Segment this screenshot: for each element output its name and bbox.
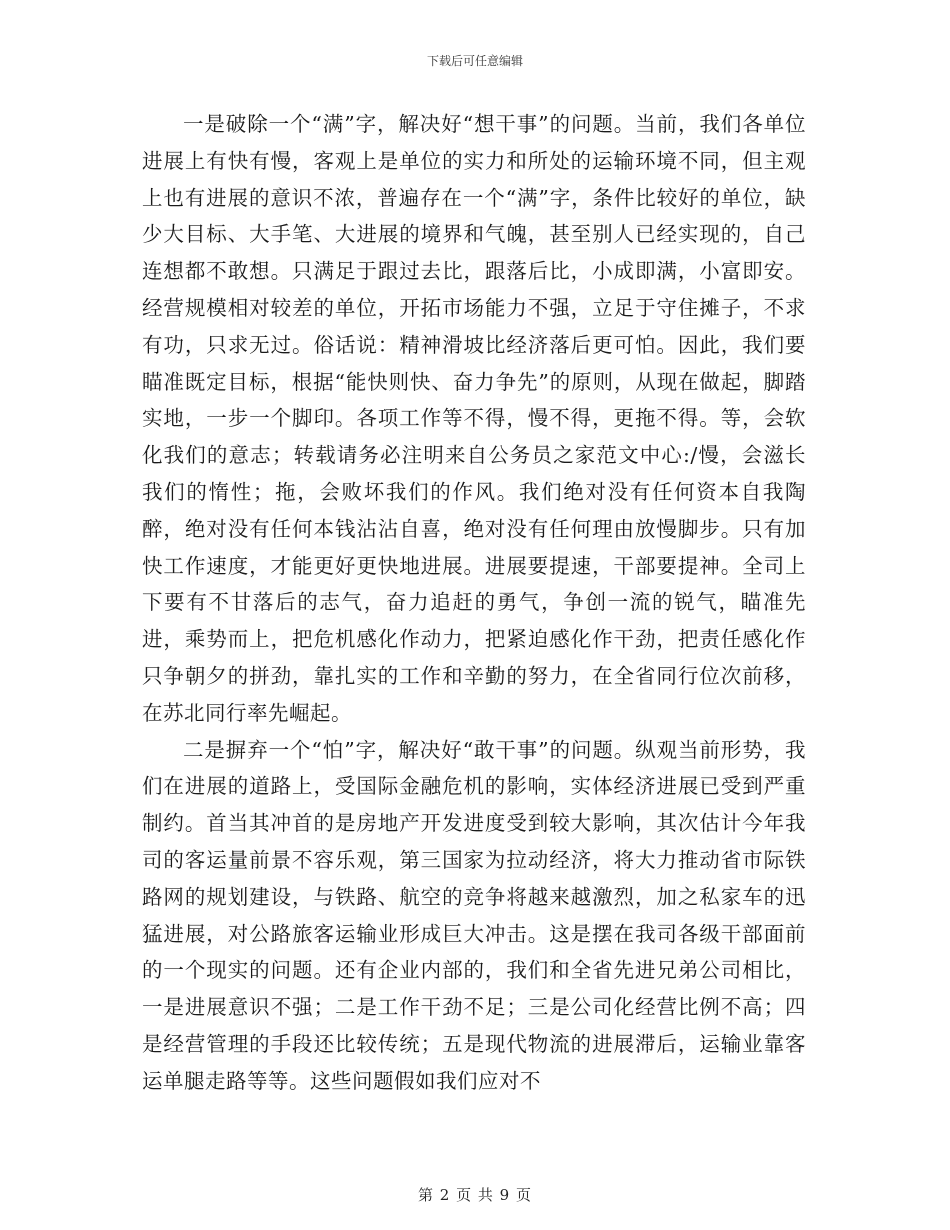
page-header-note: 下载后可任意编辑 [426, 54, 523, 68]
document-body [142, 106, 806, 1100]
paragraph-1: 一是破除一个“满”字，解决好“想干事”的问题。当前，我们各单位进展上有快有慢，客观上是单位的实力和所处的运输环境不同，但主观上也有进展的意识不浓，普遍存在一个“满”字，条件比较好的单位，缺少大目标、大手笔、大进展的境界和气魄，甚至别人已经实现的，自己连想都不敢想。只满足于跟过去比，跟落后比，小成即满，小富即安。经营规模相对较差的单位，开拓市场能力不强，立足于守住摊子，不求有功，只求无过。俗话说：精神滑坡比经济落后更可怕。因此，我们要瞄准既定目标，根据“能快则快、奋力争先”的原则，从现在做起，脚踏实地，一步一个脚印。各项工作等不得，慢不得，更拖不得。等，会软化我们的意志；转载请务必注明来自公务员之家范文中心:/慢，会滋长我们的惰性；拖，会败坏我们的作风。我们绝对没有任何资本自我陶醉，绝对没有任何本钱沾沾自喜，绝对没有任何理由放慢脚步。只有加快工作速度，才能更好更快地进展。进展要提速，干部要提神。全司上下要有不甘落后的志气，奋力追赶的勇气，争创一流的锐气，瞄准先进，乘势而上，把危机感化作动力，把紧迫感化作干劲，把责任感化作只争朝夕的拼劲，靠扎实的工作和辛勤的努力，在全省同行位次前移，在苏北同行率先崛起。 [142, 112, 806, 725]
page-number: 第 2 页 共 9 页 [418, 1186, 532, 1204]
paragraph-2: 二是摒弃一个“怕”字，解决好“敢干事”的问题。纵观当前形势，我们在进展的道路上，受国际金融危机的影响，实体经济进展已受到严重制约。首当其冲首的是房地产开发进度受到较大影响，其次估计今年我司的客运量前景不容乐观，第三国家为拉动经济，将大力推动省市际铁路网的规划建设，与铁路、航空的竞争将越来越激烈，加之私家车的迅猛进展，对公路旅客运输业形成巨大冲击。这是摆在我司各级干部面前的一个现实的问题。还有企业内部的，我们和全省先进兄弟公司相比，一是进展意识不强；二是工作干劲不足；三是公司化经营比例不高；四是经营管理的手段还比较传统；五是现代物流的进展滞后，运输业靠客运单腿走路等等。这些问题假如我们应对不 [142, 737, 806, 1093]
